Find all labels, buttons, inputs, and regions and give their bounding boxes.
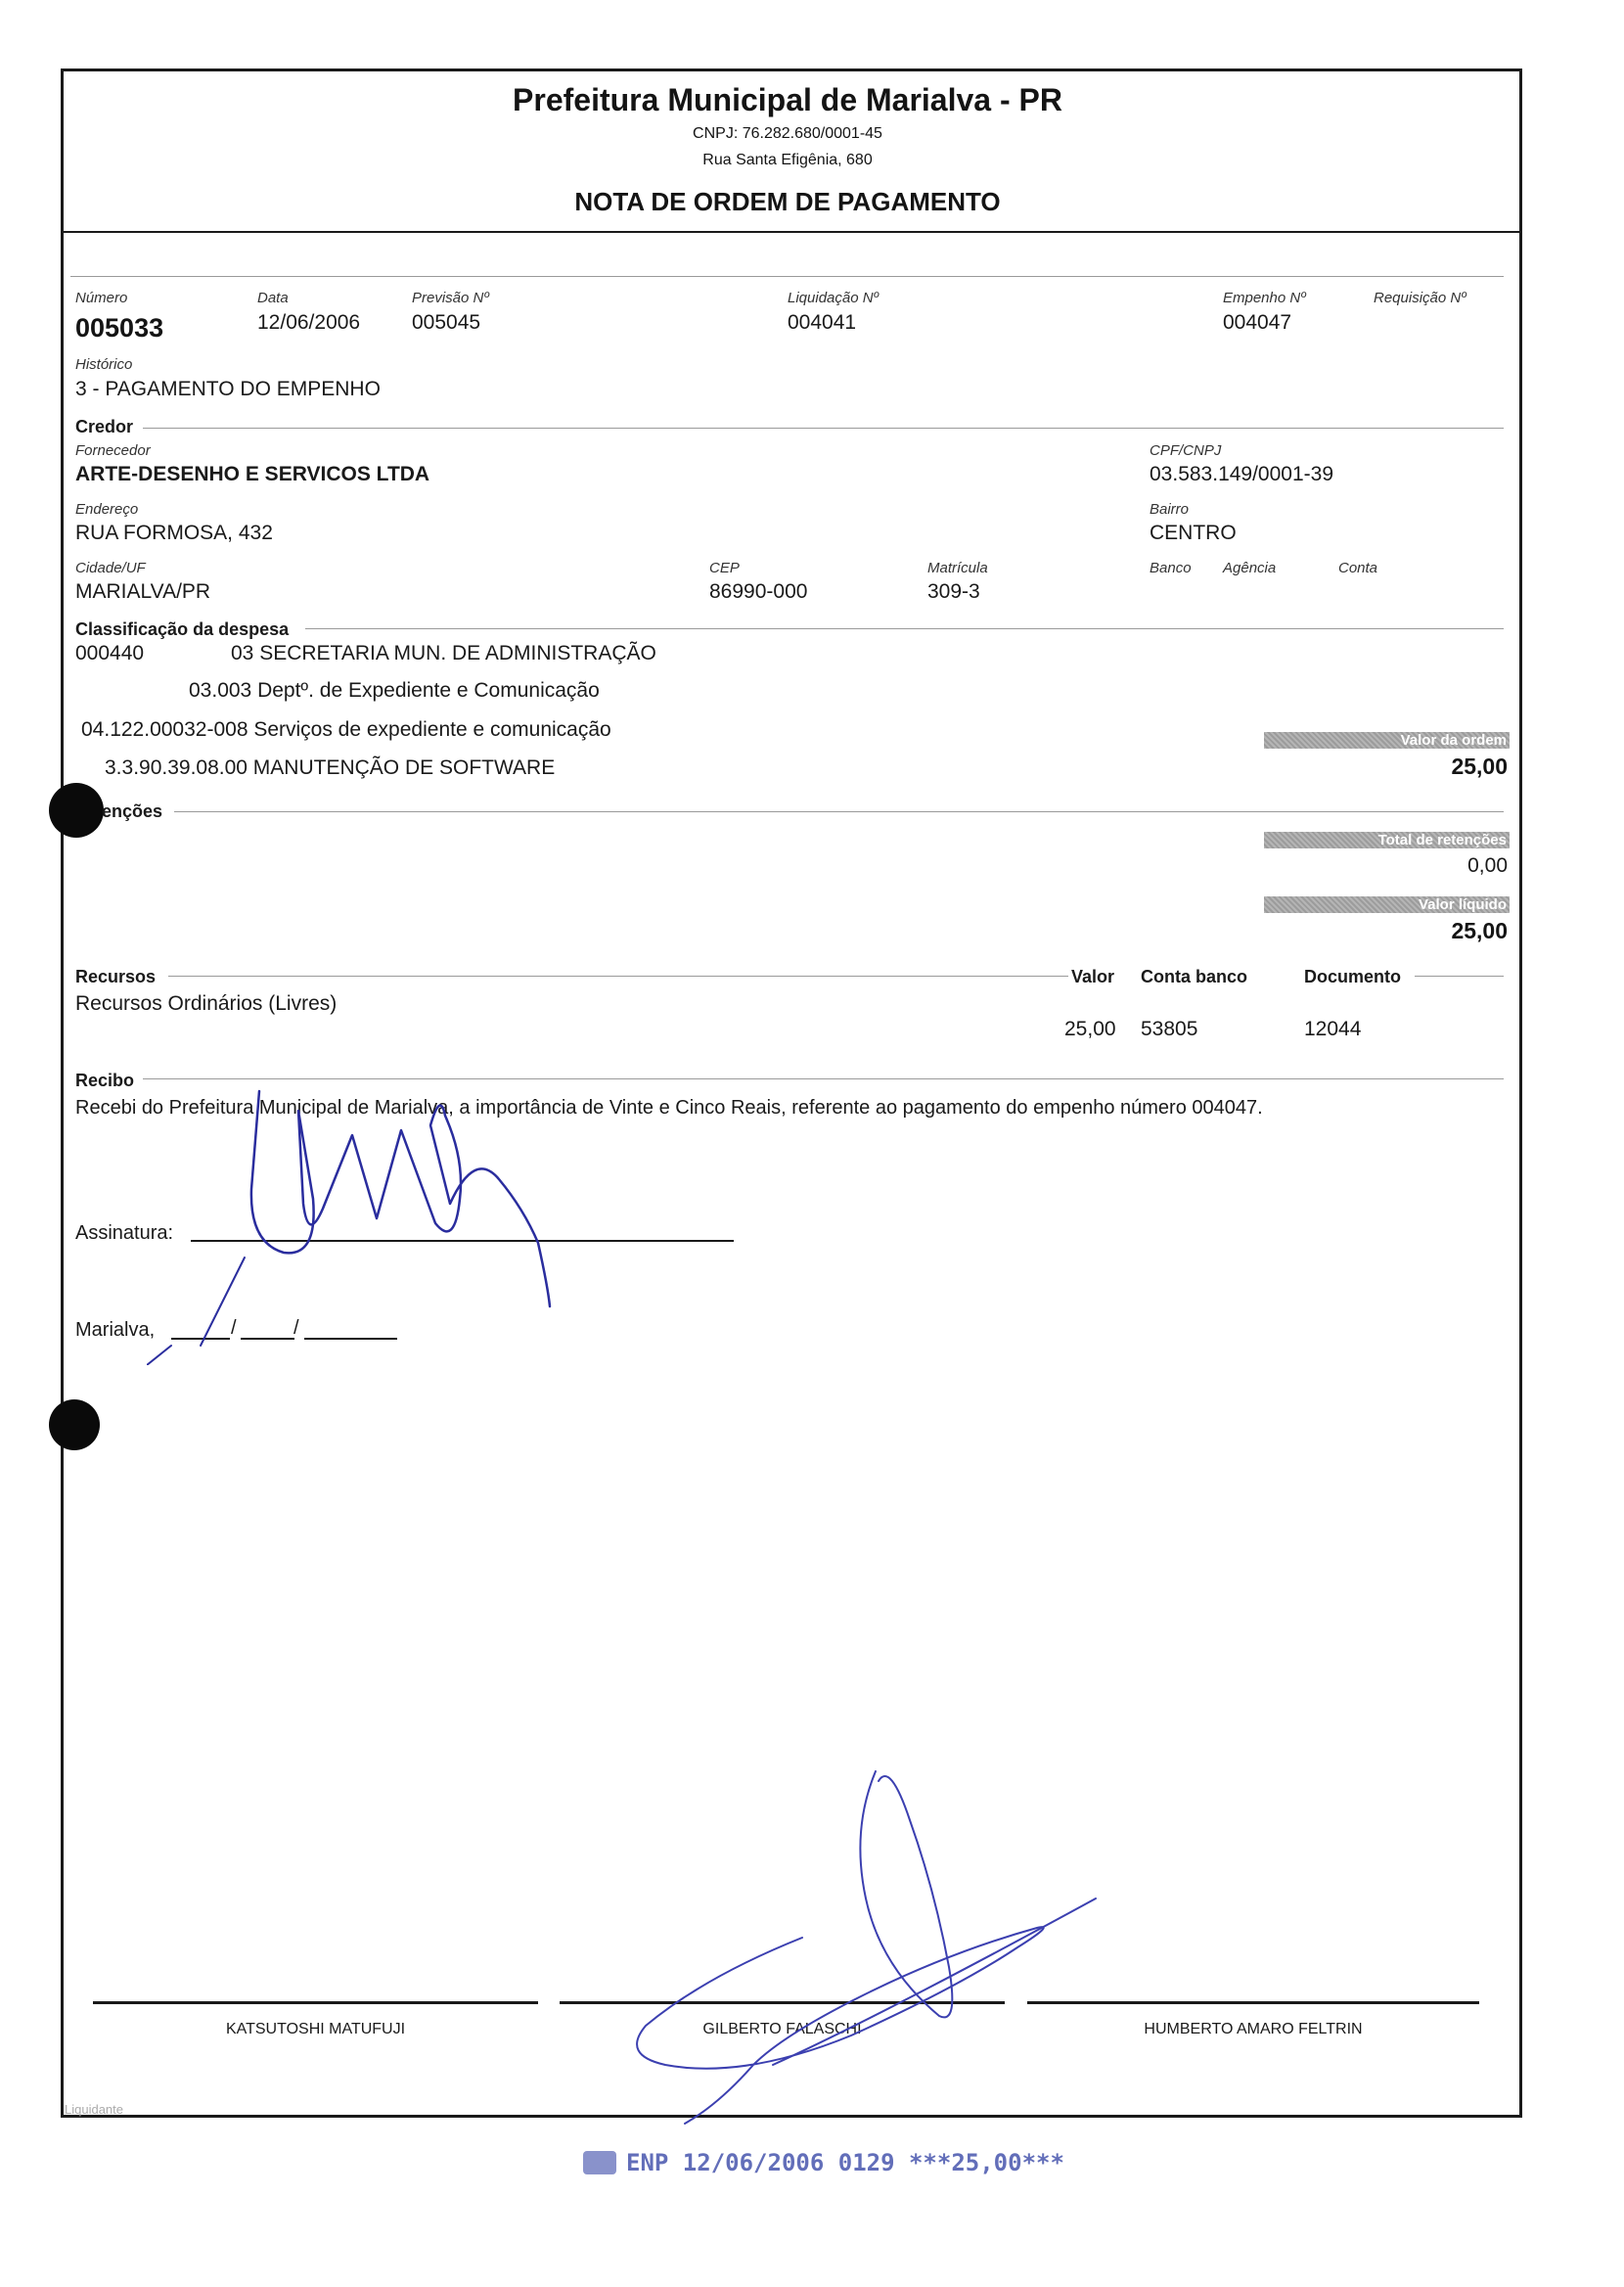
header-separator <box>61 231 1522 233</box>
retencoes-section: enções <box>102 801 163 821</box>
signatory-1: KATSUTOSHI MATUFUJI <box>225 2021 406 2037</box>
recursos-rule-right <box>1415 976 1504 977</box>
previsao-label: Previsão Nº <box>412 290 489 306</box>
recursos-section: Recursos <box>75 967 157 986</box>
agencia-label: Agência <box>1223 560 1277 576</box>
recursos-valor-label: Valor <box>1071 967 1115 986</box>
classificacao-line2: 03.003 Deptº. de Expediente e Comunicação <box>189 679 600 702</box>
fornecedor-label: Fornecedor <box>75 442 151 459</box>
credor-section: Credor <box>75 417 134 436</box>
valor-liquido-value: 25,00 <box>1451 918 1508 943</box>
top-rule <box>70 276 1504 277</box>
cpf-label: CPF/CNPJ <box>1150 442 1222 459</box>
recursos-conta-label: Conta banco <box>1141 967 1248 986</box>
assinatura-label: Assinatura: <box>75 1222 174 1244</box>
bairro-value: CENTRO <box>1150 522 1237 544</box>
valor-ordem-label: Valor da ordem <box>1264 732 1510 749</box>
empenho-value: 004047 <box>1223 311 1292 334</box>
signatory-3: HUMBERTO AMARO FELTRIN <box>1144 2021 1363 2037</box>
date-separator-1: / <box>231 1317 237 1339</box>
recursos-documento-label: Documento <box>1304 967 1401 986</box>
historico-value: 3 - PAGAMENTO DO EMPENHO <box>75 378 381 400</box>
document-title: NOTA DE ORDEM DE PAGAMENTO <box>574 187 1001 216</box>
retencoes-rule <box>174 811 1504 812</box>
page-title: Prefeitura Municipal de Marialva - PR <box>513 82 1062 117</box>
total-retencoes-label: Total de retenções <box>1264 832 1510 848</box>
classificacao-line3: 04.122.00032-008 Serviços de expediente e comunicação <box>81 718 611 741</box>
liquidacao-label: Liquidação Nº <box>788 290 880 306</box>
stamp-logo-mark <box>583 2151 616 2174</box>
recursos-valor: 25,00 <box>1064 1018 1116 1040</box>
previsao-value: 005045 <box>412 311 481 334</box>
valor-ordem-value: 25,00 <box>1451 754 1508 779</box>
binder-hole-top <box>49 783 104 838</box>
recipient-signature <box>147 1052 636 1365</box>
data-label: Data <box>257 290 289 306</box>
cidade-value: MARIALVA/PR <box>75 580 211 603</box>
cnpj-text: CNPJ: 76.282.680/0001-45 <box>693 125 882 142</box>
ink-stamp: ENP 12/06/2006 0129 ***25,00*** <box>626 2149 1064 2176</box>
numero-value: 005033 <box>75 313 164 343</box>
endereco-label: Endereço <box>75 501 139 518</box>
liquidacao-value: 004041 <box>788 311 857 334</box>
requisicao-label: Requisição Nº <box>1374 290 1466 306</box>
classificacao-line1: 03 SECRETARIA MUN. DE ADMINISTRAÇÃO <box>231 642 656 664</box>
recursos-conta: 53805 <box>1141 1018 1198 1040</box>
endereco-value: RUA FORMOSA, 432 <box>75 522 273 544</box>
binder-hole-bottom <box>49 1399 100 1450</box>
data-value: 12/06/2006 <box>257 311 361 334</box>
classificacao-section: Classificação da despesa <box>75 619 290 639</box>
director-signature <box>626 1742 1115 2133</box>
address-text: Rua Santa Efigênia, 680 <box>702 152 873 168</box>
historico-label: Histórico <box>75 356 133 373</box>
credor-rule <box>143 428 1504 429</box>
total-retencoes-value: 0,00 <box>1467 854 1508 877</box>
numero-label: Número <box>75 290 128 306</box>
local-label: Marialva, <box>75 1319 156 1341</box>
matricula-value: 309-3 <box>927 580 980 603</box>
fornecedor-value: ARTE-DESENHO E SERVICOS LTDA <box>75 463 430 485</box>
cep-value: 86990-000 <box>709 580 808 603</box>
bairro-label: Bairro <box>1150 501 1190 518</box>
recibo-text: Recebi do Prefeitura Municipal de Marialva, a importância de Vinte e Cinco Reais, referente ao pagamento do empenho número 004047. <box>75 1097 1263 1119</box>
conta-label: Conta <box>1338 560 1378 576</box>
classificacao-rule <box>305 628 1504 629</box>
classificacao-line4: 3.3.90.39.08.00 MANUTENÇÃO DE SOFTWARE <box>105 756 556 779</box>
liquidante-label: Liquidante <box>65 2102 123 2117</box>
signatory-2: GILBERTO FALASCHI <box>702 2021 862 2037</box>
recursos-documento: 12044 <box>1304 1018 1362 1040</box>
cpf-value: 03.583.149/0001-39 <box>1150 463 1334 485</box>
recursos-rule <box>168 976 1068 977</box>
classificacao-code: 000440 <box>75 642 145 664</box>
banco-label: Banco <box>1150 560 1192 576</box>
recibo-section: Recibo <box>75 1071 135 1090</box>
recursos-descricao: Recursos Ordinários (Livres) <box>75 992 338 1015</box>
empenho-label: Empenho Nº <box>1223 290 1306 306</box>
matricula-label: Matrícula <box>927 560 988 576</box>
date-separator-2: / <box>293 1317 299 1339</box>
signature-line-1 <box>93 2001 538 2004</box>
valor-liquido-label: Valor líquido <box>1264 896 1510 913</box>
cidade-label: Cidade/UF <box>75 560 146 576</box>
cep-label: CEP <box>709 560 740 576</box>
